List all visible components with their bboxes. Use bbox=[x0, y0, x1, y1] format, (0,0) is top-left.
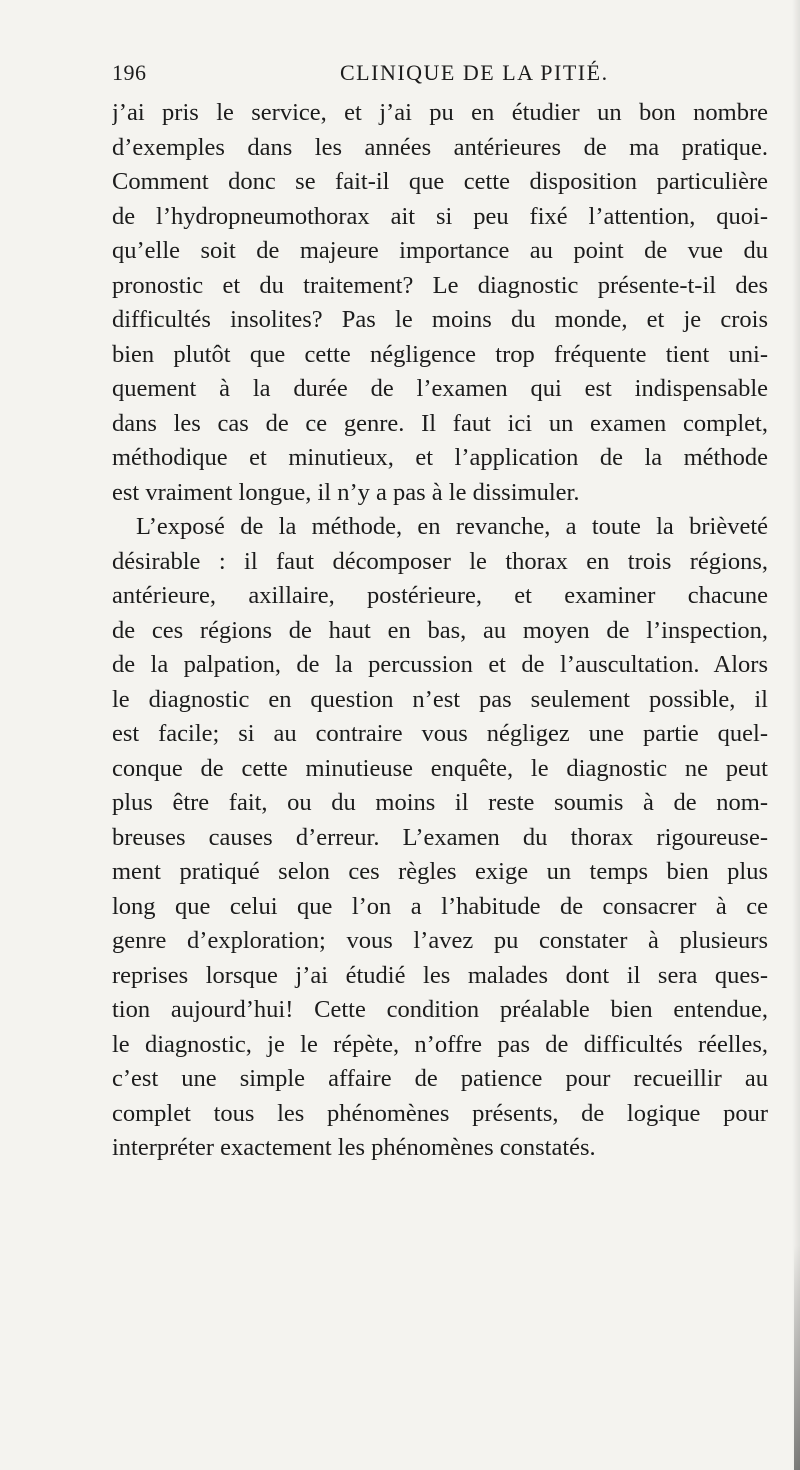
text-line: le diagnostic en question n’est pas seulement possible, il bbox=[112, 685, 768, 713]
text-line: qu’elle soit de majeure importance au point de vue du bbox=[112, 237, 768, 264]
text-line: est facile; si au contraire vous négligez une partie quel- bbox=[112, 720, 768, 747]
text-line: méthodique et minutieux, et l’application de la méthode bbox=[112, 444, 768, 471]
text-line: reprises lorsque j’ai étudié les malades dont il sera ques- bbox=[112, 961, 768, 989]
text-line: j’ai pris le service, et j’ai pu en étudier un bon nombre bbox=[112, 99, 768, 126]
text-line: quement à la durée de l’examen qui est indispensable bbox=[112, 375, 768, 402]
text-line: pronostic et du traitement? Le diagnostic présente-t-il des bbox=[112, 271, 768, 299]
page-edge-mark bbox=[794, 1245, 800, 1470]
text-line: de la palpation, de la percussion et de l’auscultation. Alors bbox=[112, 651, 768, 678]
text-line: Comment donc se fait-il que cette disposition particulière bbox=[112, 168, 768, 195]
text-line: plus être fait, ou du moins il reste soumis à de nom- bbox=[112, 789, 768, 816]
text-line: de ces régions de haut en bas, au moyen de l’inspection, bbox=[112, 616, 768, 644]
body-text bbox=[112, 96, 768, 1166]
text-line: breuses causes d’erreur. L’examen du thorax rigoureuse- bbox=[112, 823, 768, 851]
text-line: bien plutôt que cette négligence trop fréquente tient uni- bbox=[112, 340, 768, 368]
text-line: complet tous les phénomènes présents, de logique pour bbox=[112, 1099, 768, 1127]
paragraph-2 bbox=[112, 510, 768, 1166]
text-line: désirable : il faut décomposer le thorax en trois régions, bbox=[112, 547, 768, 575]
text-line: ment pratiqué selon ces règles exige un temps bien plus bbox=[112, 858, 768, 885]
text-line: dans les cas de ce genre. Il faut ici un examen complet, bbox=[112, 409, 768, 437]
text-line: d’exemples dans les années antérieures de ma pratique. bbox=[112, 133, 768, 161]
text-line: de l’hydropneumothorax ait si peu fixé l’attention, quoi- bbox=[112, 202, 768, 230]
text-line: L’exposé de la méthode, en revanche, a toute la brièveté bbox=[136, 513, 768, 540]
text-line: difficultés insolites? Pas le moins du monde, et je crois bbox=[112, 306, 768, 333]
running-header bbox=[112, 58, 768, 90]
running-title: CLINIQUE DE LA PITIÉ. bbox=[340, 60, 609, 85]
text-line: conque de cette minutieuse enquête, le diagnostic ne peut bbox=[112, 754, 768, 782]
text-line: genre d’exploration; vous l’avez pu constater à plusieurs bbox=[112, 927, 768, 954]
text-line: long que celui que l’on a l’habitude de consacrer à ce bbox=[112, 892, 768, 920]
page-number: 196 bbox=[112, 60, 147, 85]
text-line: tion aujourd’hui! Cette condition préalable bien entendue, bbox=[112, 996, 768, 1023]
text-line: c’est une simple affaire de patience pour recueillir au bbox=[112, 1065, 768, 1092]
text-line: antérieure, axillaire, postérieure, et examiner chacune bbox=[112, 582, 768, 609]
paragraph-1 bbox=[112, 96, 768, 510]
text-line: est vraiment longue, il n’y a pas à le dissimuler. bbox=[112, 478, 580, 506]
text-line: interpréter exactement les phénomènes constatés. bbox=[112, 1134, 596, 1161]
text-line: le diagnostic, je le répète, n’offre pas de difficultés réelles, bbox=[112, 1030, 768, 1058]
